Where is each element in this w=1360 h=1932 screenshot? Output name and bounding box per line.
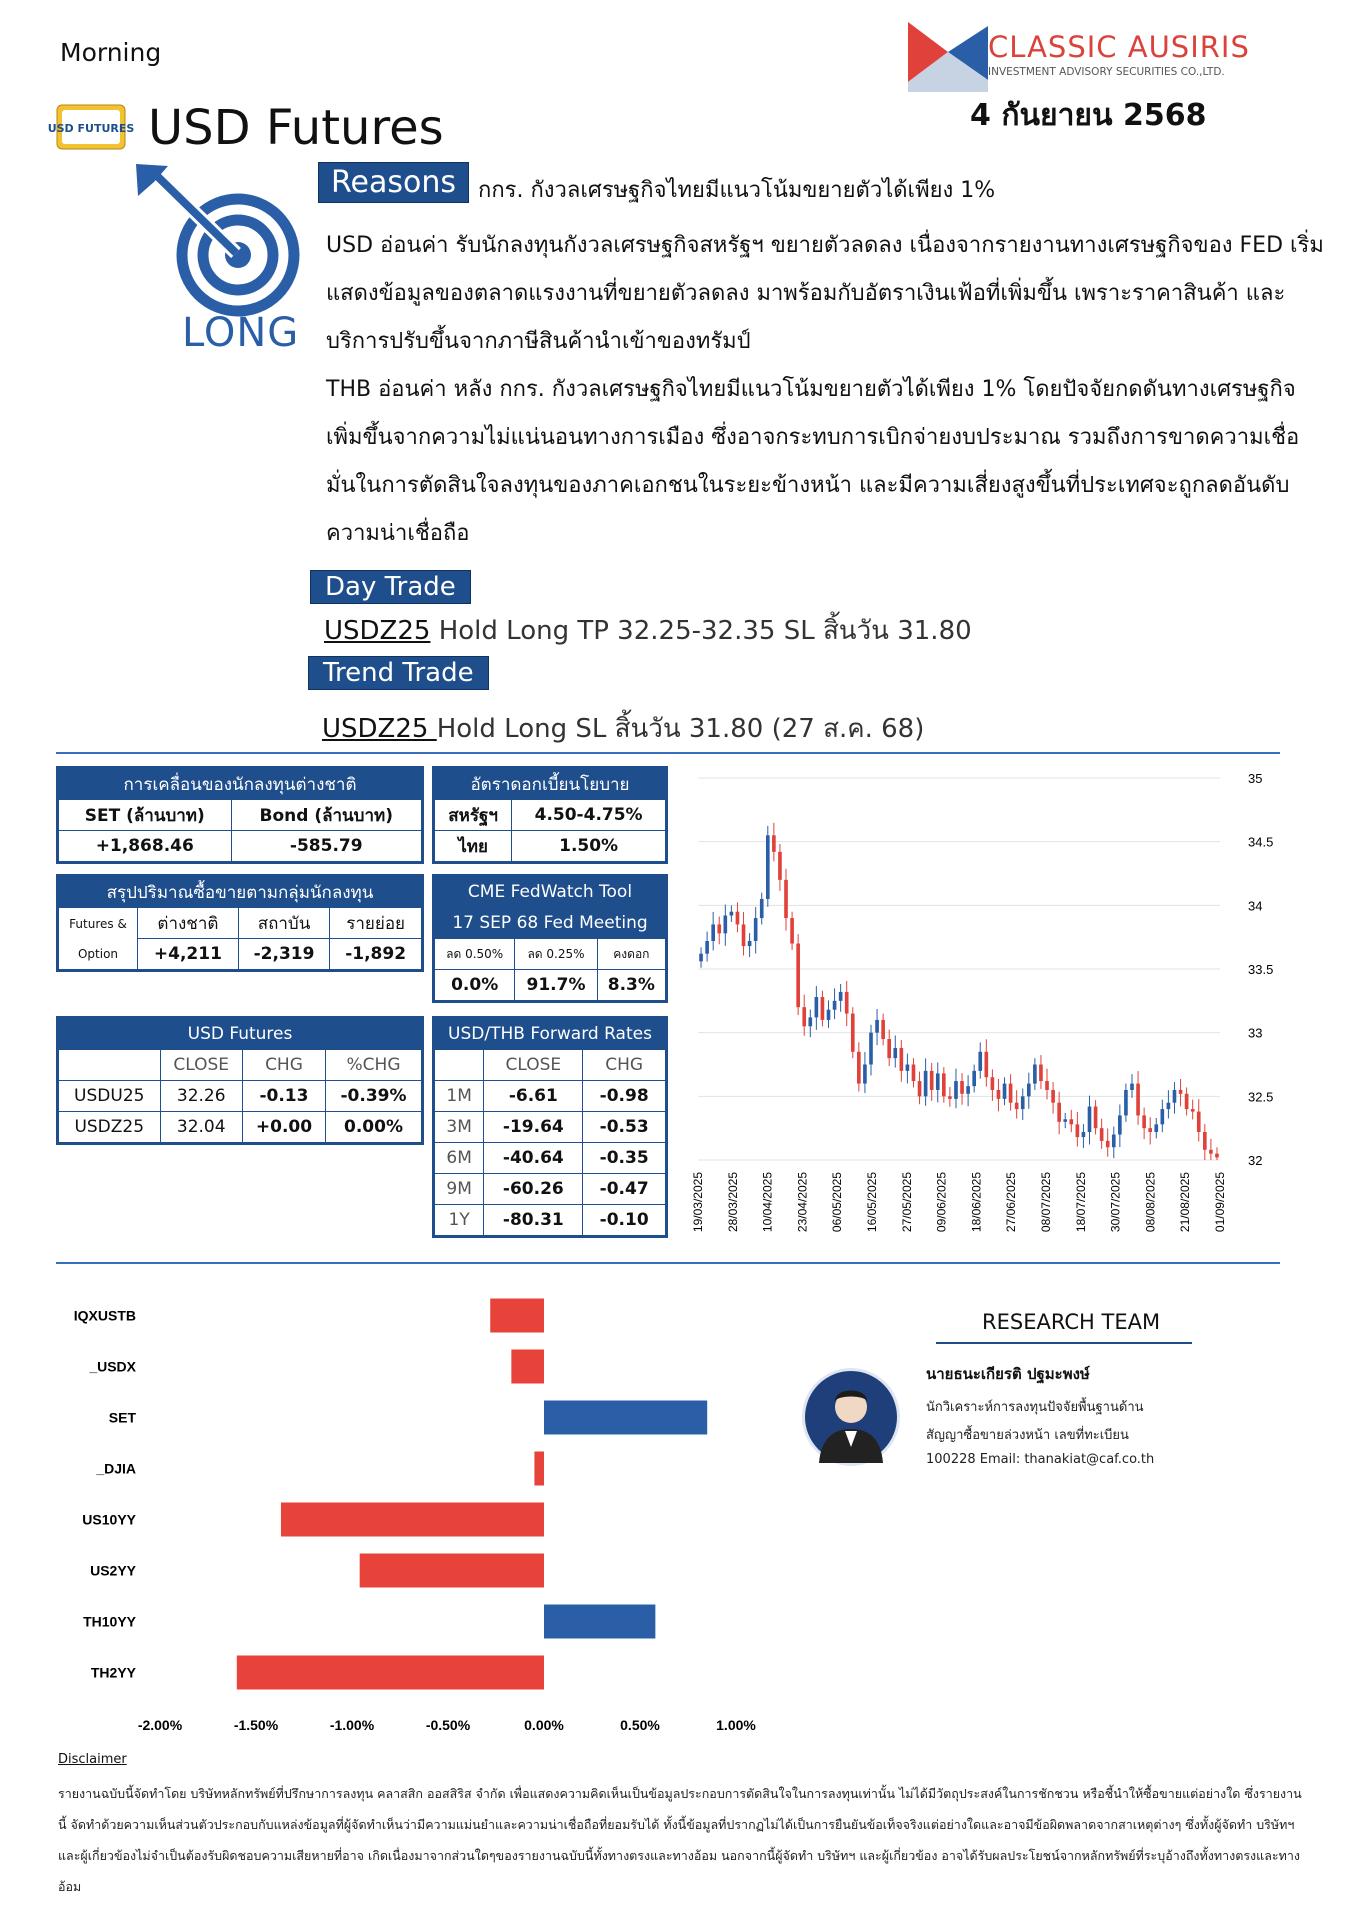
table-row (434, 1174, 667, 1205)
bar (511, 1350, 544, 1384)
candle-body (833, 1001, 837, 1010)
usd-futures-chg: +0.00 (242, 1112, 325, 1144)
x-tick-label: 16/05/2025 (865, 1172, 879, 1233)
candle-body (1118, 1115, 1122, 1134)
trend-trade-contract: USDZ25 (322, 714, 437, 744)
candle-body (966, 1086, 970, 1094)
x-tick-label: 1.00% (716, 1717, 756, 1733)
candle-body (1051, 1090, 1055, 1103)
candle-body (766, 835, 770, 899)
usd-futures-chg: -0.13 (242, 1081, 325, 1112)
candle-body (1154, 1124, 1158, 1132)
x-tick-label: 01/09/2025 (1213, 1172, 1227, 1233)
analyst-title-2: สัญญาซื้อขายล่วงหน้า เลขที่ทะเบียน (926, 1428, 1129, 1443)
x-tick-label: 0.00% (524, 1717, 564, 1733)
fedwatch-value-hold: 8.3% (597, 970, 666, 1002)
analyst-name: นายธนะเกียรติ ปฐมะพงษ์ (926, 1365, 1090, 1383)
reasons-headline: กกร. กังวลเศรษฐกิจไทยมีแนวโน้มขยายตัวได้เพียง 1% (478, 178, 996, 203)
trend-trade-line (322, 708, 924, 749)
table-row (58, 1081, 423, 1112)
candle-body (1100, 1128, 1104, 1141)
x-tick-label: -0.50% (425, 1717, 471, 1733)
x-tick-label: 18/06/2025 (969, 1172, 984, 1233)
candle-body (699, 954, 703, 962)
table-row (434, 831, 667, 863)
fedwatch-header-cut50: ลด 0.50% (434, 939, 515, 970)
forward-close: -80.31 (484, 1205, 583, 1237)
candle-body (1094, 1107, 1098, 1129)
investor-header-foreign: ต่างชาติ (138, 908, 239, 939)
usd-futures-close: 32.04 (160, 1112, 242, 1144)
candle-body (948, 1096, 952, 1099)
bar-category-label: TH10YY (83, 1613, 136, 1630)
x-tick-label: 08/07/2025 (1039, 1172, 1053, 1233)
candle-body (863, 1065, 867, 1084)
x-tick-label: -1.00% (329, 1717, 375, 1733)
candle-body (1039, 1065, 1043, 1082)
candle-body (984, 1052, 988, 1077)
signal-label: LONG (182, 310, 300, 356)
forward-tenor: 1M (434, 1081, 484, 1112)
candle-body (1179, 1090, 1183, 1094)
candle-body (839, 992, 843, 1001)
analyst-title: นักวิเคราะห์การลงทุนปัจจัยพื้นฐานด้าน (926, 1400, 1144, 1415)
candle-body (790, 918, 794, 943)
bar-category-label: US2YY (90, 1562, 136, 1579)
trend-trade-text: Hold Long SL สิ้นวัน 31.80 (27 ส.ค. 68) (436, 714, 925, 744)
candle-body (930, 1071, 934, 1090)
avatar (802, 1368, 900, 1466)
target-dart-icon (128, 160, 328, 310)
usd-futures-header-close: CLOSE (160, 1050, 242, 1081)
disclaimer-title: Disclaimer (58, 1752, 127, 1767)
table-row (58, 1112, 423, 1144)
x-tick-label: 19/03/2025 (691, 1172, 705, 1233)
candle-body (754, 918, 758, 941)
candle-body (821, 997, 825, 1020)
candle-body (1003, 1084, 1007, 1099)
investor-groups-row-label: Futures & Option (58, 908, 138, 971)
candle-body (1191, 1109, 1195, 1112)
reasons-tag: Reasons (318, 162, 469, 203)
investor-value-institution: -2,319 (238, 939, 329, 971)
x-tick-label: -2.00% (137, 1717, 183, 1733)
candle-body (760, 899, 764, 918)
x-tick-label: 18/07/2025 (1073, 1172, 1088, 1233)
usd-futures-pctchg: -0.39% (326, 1081, 423, 1112)
analyst-contact: 100228 Email: thanakiat@caf.co.th (926, 1452, 1155, 1467)
report-date: 4 กันยายน 2568 (970, 98, 1207, 133)
forward-close: -60.26 (484, 1174, 583, 1205)
candle-body (960, 1081, 964, 1094)
candle-body (742, 924, 746, 946)
candle-body (1021, 1096, 1025, 1109)
candle-body (1197, 1112, 1201, 1132)
forward-chg: -0.53 (583, 1112, 667, 1143)
usd-futures-table-title: USD Futures (58, 1018, 423, 1050)
fedwatch-title: CME FedWatch Tool (434, 876, 667, 908)
candle-body (808, 1017, 812, 1026)
research-team-title: RESEARCH TEAM (982, 1310, 1161, 1334)
market-change-bar-chart (56, 1280, 776, 1750)
investor-header-institution: สถาบัน (238, 908, 329, 939)
candle-body (845, 992, 849, 1014)
bar-category-label: US10YY (82, 1511, 136, 1528)
candle-body (1215, 1154, 1219, 1158)
forward-tenor: 3M (434, 1112, 484, 1143)
candle-body (1069, 1119, 1073, 1124)
bar (534, 1452, 544, 1486)
candle-body (736, 912, 740, 925)
investor-value-foreign: +4,211 (138, 939, 239, 971)
policy-rate-title: อัตราดอกเบี้ยนโยบาย (434, 768, 667, 800)
candle-body (893, 1048, 897, 1058)
day-trade-tag: Day Trade (310, 570, 471, 604)
candle-body (796, 944, 800, 1008)
candle-body (778, 852, 782, 880)
candle-body (711, 924, 715, 941)
candle-body (730, 912, 734, 916)
candle-body (1203, 1132, 1207, 1150)
candle-body (1106, 1141, 1110, 1147)
company-logo-icon (908, 22, 988, 100)
candle-body (1033, 1065, 1037, 1084)
table-row (434, 1081, 667, 1112)
session-label: Morning (60, 38, 162, 67)
candle-body (857, 1052, 861, 1084)
forward-close: -19.64 (484, 1112, 583, 1143)
candle-body (705, 941, 709, 954)
forward-header-blank (434, 1050, 484, 1081)
foreign-flow-table (56, 766, 424, 864)
usd-futures-header-chg: CHG (242, 1050, 325, 1081)
disclaimer-text: รายงานฉบับนี้จัดทำโดย บริษัทหลักทรัพย์ที่ปรึกษาการลงทุน คลาสสิก ออสสิริส จำกัด เพื่อแสดงความคิดเห็นเป็นข้อมูลประกอบการตัดสินใจในการลงทุนเท่านั้น ไม่ได้มีวัตถุประสงค์ในการชักชวน หรือชี้นำให้ซื้อขายแต่อย่างใด ซึ่งรายงานนี้ จัดทำด้วยความเห็นส่วนตัวประกอบกับแหล่งข้อมูลที่ผู้จัดทำเห็นว่ามีความแม่นยำและความน่าเชื่อถือที่ยอมรับได้ ทั้งนี้ข้อมูลที่ปรากฏไม่ได้เป็นการยืนยันข้อเท็จจริงแต่อย่างใดและอาจมีข้อผิดพลาดจากสาเหตุต่างๆ ซึ่งทั้งผู้จัดทำ บริษัทฯ และผู้เกี่ยวข้องไม่จำเป็นต้องรับผิดชอบความเสียหายที่อาจ เกิดเนื่องมาจากส่วนใดๆของรายงานฉบับนี้ทั้งทางตรงและทางอ้อม นอกจากนี้ผู้จัดทำ บริษัทฯ และผู้เกี่ยวข้อง อาจได้รับผลประโยชน์จากหลักทรัพย์ที่ระบุอ้างถึงทั้งทางตรงและทางอ้อม (58, 1786, 1302, 1894)
forward-header-chg: CHG (583, 1050, 667, 1081)
candle-body (1063, 1119, 1067, 1122)
brand-subtitle: INVESTMENT ADVISORY SECURITIES CO.,LTD. (988, 66, 1225, 78)
candle-body (1148, 1128, 1152, 1132)
foreign-flow-header-bond: Bond (ล้านบาท) (231, 800, 422, 831)
candle-body (723, 916, 727, 934)
investor-header-retail: รายย่อย (330, 908, 423, 939)
table-row (434, 800, 667, 831)
x-tick-label: 27/06/2025 (1004, 1172, 1019, 1233)
trend-trade-tag: Trend Trade (308, 656, 489, 690)
candle-body (869, 1033, 873, 1065)
fedwatch-header-cut25: ลด 0.25% (515, 939, 597, 970)
investor-value-retail: -1,892 (330, 939, 423, 971)
bar-category-label: IQXUSTB (73, 1307, 136, 1324)
x-tick-label: 09/06/2025 (934, 1172, 949, 1233)
candle-body (978, 1052, 982, 1071)
policy-rate-country: ไทย (434, 831, 512, 863)
y-tick-label: 33.5 (1248, 962, 1274, 977)
bar (281, 1503, 544, 1537)
forward-chg: -0.10 (583, 1205, 667, 1237)
bar (237, 1656, 544, 1690)
usd-futures-close: 32.26 (160, 1081, 242, 1112)
foreign-flow-bond-value: -585.79 (231, 831, 422, 863)
candle-body (1015, 1103, 1019, 1109)
day-trade-contract: USDZ25 (324, 616, 431, 646)
candle-body (748, 941, 752, 946)
candle-body (1027, 1084, 1031, 1097)
usd-futures-header-pctchg: %CHG (326, 1050, 423, 1081)
forward-rates-table (432, 1016, 668, 1238)
candle-body (1173, 1090, 1177, 1103)
y-tick-label: 33 (1248, 1025, 1263, 1041)
fedwatch-subtitle: 17 SEP 68 Fed Meeting (434, 908, 667, 939)
usd-paragraph: USD อ่อนค่า รับนักลงทุนกังวลเศรษฐกิจสหรัฐฯ ขยายตัวลดลง เนื่องจากรายงานทางเศรษฐกิจของ FED เริ่มแสดงข้อมูลของตลาดแรงงานที่ขยายตัวลดลง มาพร้อมกับอัตราเงินเฟ้อที่เพิ่มขึ้น เพราะราคาสินค้า และบริการปรับขึ้นจากภาษีสินค้านำเข้าของทรัมป์ (326, 233, 1324, 354)
x-tick-label: -1.50% (233, 1717, 279, 1733)
forward-tenor: 9M (434, 1174, 484, 1205)
policy-rate-value: 1.50% (512, 831, 667, 863)
candle-body (997, 1090, 1001, 1099)
bar-category-label: _USDX (89, 1358, 136, 1375)
forward-close: -6.61 (484, 1081, 583, 1112)
candle-body (1167, 1103, 1171, 1109)
bar (544, 1401, 707, 1435)
policy-rate-table (432, 766, 668, 864)
candle-body (900, 1048, 904, 1071)
candle-body (1185, 1094, 1189, 1109)
foreign-flow-set-value: +1,868.46 (58, 831, 232, 863)
y-tick-label: 34.5 (1248, 834, 1274, 850)
candle-body (1124, 1090, 1128, 1115)
bar (360, 1554, 544, 1588)
candle-body (906, 1065, 910, 1071)
x-tick-label: 21/08/2025 (1178, 1172, 1193, 1233)
candle-body (942, 1073, 946, 1096)
candle-body (875, 1020, 879, 1033)
candle-body (1045, 1081, 1049, 1090)
candle-body (1057, 1103, 1061, 1122)
y-tick-label: 32 (1248, 1153, 1263, 1168)
x-tick-label: 28/03/2025 (725, 1172, 740, 1233)
usd-futures-table (56, 1016, 424, 1145)
day-trade-line (324, 610, 972, 651)
candle-body (827, 1010, 831, 1020)
usd-futures-header-blank (58, 1050, 161, 1081)
candle-body (1088, 1107, 1092, 1132)
x-tick-label: 23/04/2025 (795, 1172, 810, 1233)
candle-body (887, 1039, 891, 1058)
fedwatch-table (432, 874, 668, 1003)
bar (544, 1605, 655, 1639)
x-tick-label: 10/04/2025 (760, 1172, 775, 1233)
bar-category-label: _DJIA (96, 1460, 136, 1477)
badge-text: USD FUTURES (47, 122, 135, 135)
forward-tenor: 1Y (434, 1205, 484, 1237)
candle-body (815, 997, 819, 1017)
candle-body (936, 1073, 940, 1090)
x-tick-label: 0.50% (620, 1717, 660, 1733)
candle-body (954, 1081, 958, 1099)
investor-groups-title: สรุปปริมาณซื้อขายตามกลุ่มนักลงทุน (58, 876, 423, 908)
candle-body (1136, 1084, 1140, 1116)
usd-candlestick-chart (680, 760, 1280, 1260)
x-tick-label: 08/08/2025 (1143, 1172, 1158, 1233)
candle-body (1009, 1084, 1013, 1103)
day-trade-text: Hold Long TP 32.25-32.35 SL สิ้นวัน 31.80 (430, 616, 972, 646)
candle-body (1142, 1115, 1146, 1128)
usd-futures-contract: USDZ25 (58, 1112, 161, 1144)
x-tick-label: 27/05/2025 (899, 1172, 914, 1233)
candle-body (972, 1071, 976, 1086)
candle-body (1130, 1084, 1134, 1090)
table-row (434, 1143, 667, 1174)
forward-chg: -0.98 (583, 1081, 667, 1112)
section-divider-top (56, 752, 1280, 754)
candle-body (924, 1071, 928, 1096)
candle-body (717, 924, 721, 933)
table-row (434, 1112, 667, 1143)
policy-rate-value: 4.50-4.75% (512, 800, 667, 831)
research-team-underline (936, 1342, 1192, 1344)
fedwatch-value-cut25: 91.7% (515, 970, 597, 1002)
candle-body (772, 835, 776, 852)
policy-rate-country: สหรัฐฯ (434, 800, 512, 831)
bar (490, 1299, 544, 1333)
x-tick-label: 06/05/2025 (830, 1172, 845, 1233)
fedwatch-value-cut50: 0.0% (434, 970, 515, 1002)
y-tick-label: 32.5 (1248, 1089, 1274, 1105)
forward-header-close: CLOSE (484, 1050, 583, 1081)
candle-body (991, 1077, 995, 1090)
candle-body (851, 1014, 855, 1052)
bar-category-label: SET (108, 1409, 136, 1426)
usd-futures-pctchg: 0.00% (326, 1112, 423, 1144)
forward-tenor: 6M (434, 1143, 484, 1174)
candle-body (918, 1081, 922, 1096)
brand-name: CLASSIC AUSIRIS (988, 30, 1250, 64)
thb-paragraph: THB อ่อนค่า หลัง กกร. กังวลเศรษฐกิจไทยมีแนวโน้มขยายตัวได้เพียง 1% โดยปัจจัยกดดันทางเศรษฐกิจ เพิ่มขึ้นจากความไม่แน่นอนทางการเมือง ซึ่งอาจกระทบการเบิกจ่ายงบประมาณ รวมถึงการขาดความเชื่อมั่นในการตัดสินใจลงทุนของภาคเอกชนในระยะข้างหน้า และมีความเสี่ยงสูงขึ้นที่ประเทศจะถูกลดอันดับความน่าเชื่อถือ (326, 377, 1300, 546)
forward-rates-title: USD/THB Forward Rates (434, 1018, 667, 1050)
foreign-flow-header-set: SET (ล้านบาท) (58, 800, 232, 831)
candle-body (1209, 1150, 1213, 1154)
page-title: USD Futures (148, 100, 444, 156)
candle-body (1161, 1109, 1165, 1124)
foreign-flow-title: การเคลื่อนของนักลงทุนต่างชาติ (58, 768, 423, 800)
candle-body (912, 1065, 916, 1082)
candle-body (881, 1020, 885, 1039)
forward-chg: -0.47 (583, 1174, 667, 1205)
bar-category-label: TH2YY (90, 1664, 136, 1681)
forward-chg: -0.35 (583, 1143, 667, 1174)
candle-body (802, 1007, 806, 1026)
y-tick-label: 35 (1248, 771, 1263, 786)
forward-close: -40.64 (484, 1143, 583, 1174)
usd-futures-contract: USDU25 (58, 1081, 161, 1112)
investor-groups-table (56, 874, 424, 972)
candle-body (1076, 1124, 1080, 1137)
fedwatch-header-hold: คงดอก (597, 939, 666, 970)
candle-body (1112, 1135, 1116, 1148)
candle-body (1082, 1132, 1086, 1137)
y-tick-label: 34 (1248, 898, 1263, 914)
x-tick-label: 30/07/2025 (1108, 1172, 1123, 1233)
section-divider-bottom (56, 1262, 1280, 1264)
usd-futures-badge-icon (47, 104, 135, 150)
table-row (434, 1205, 667, 1237)
candle-body (784, 880, 788, 918)
